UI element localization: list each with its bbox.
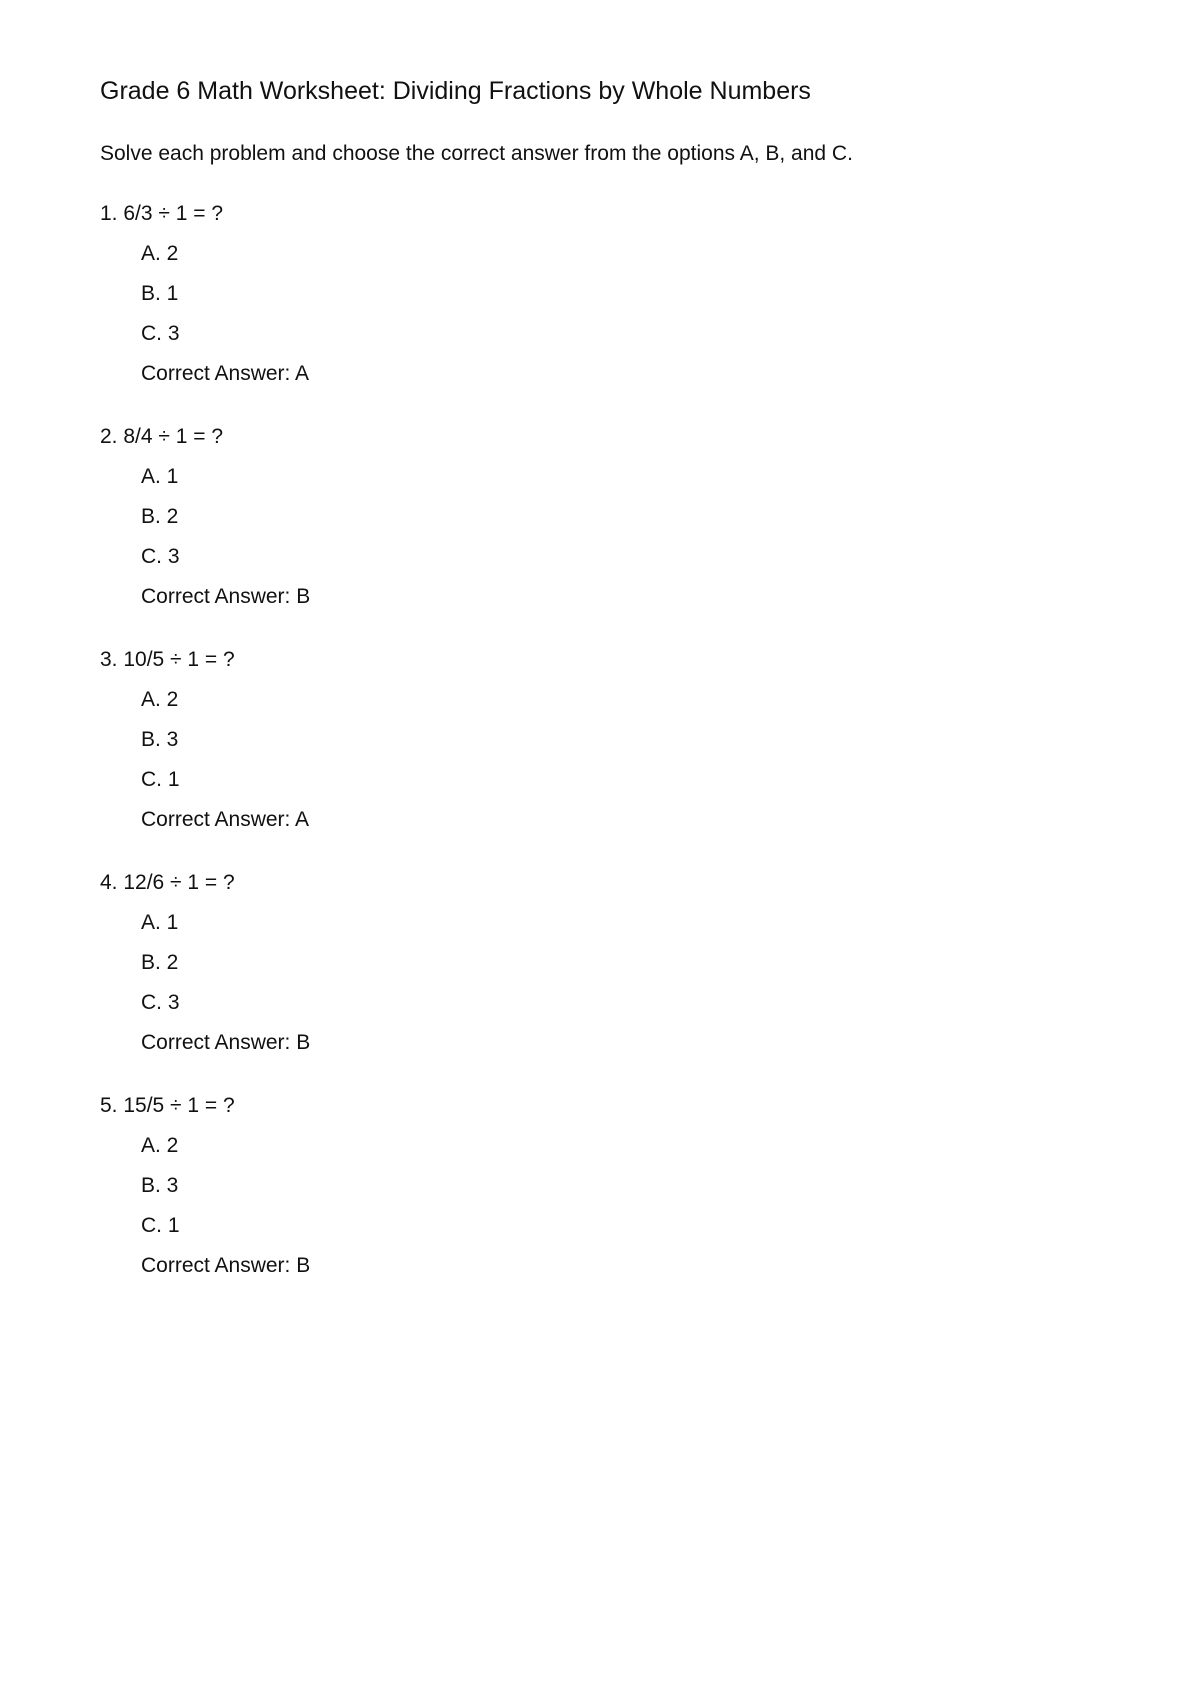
question-2 — [100, 424, 1100, 647]
option-c: C. 1 — [141, 768, 180, 791]
option-b: B. 3 — [141, 1174, 179, 1197]
option-a: A. 2 — [141, 242, 179, 265]
question-1 — [100, 201, 1100, 424]
question-5 — [100, 1093, 1100, 1316]
option-a: A. 1 — [141, 465, 179, 488]
option-c: C. 3 — [141, 545, 180, 568]
correct-answer: Correct Answer: B — [141, 1031, 311, 1054]
option-b: B. 1 — [141, 282, 179, 305]
instructions-text: Solve each problem and choose the correct answer from the options A, B, and C. — [100, 142, 853, 165]
correct-answer: Correct Answer: B — [141, 1254, 311, 1277]
question-prompt: 1. 6/3 ÷ 1 = ? — [100, 202, 224, 225]
question-prompt: 3. 10/5 ÷ 1 = ? — [100, 648, 235, 671]
question-list — [100, 201, 1100, 1316]
option-b: B. 2 — [141, 505, 179, 528]
option-a: A. 1 — [141, 911, 179, 934]
option-c: C. 3 — [141, 322, 180, 345]
option-a: A. 2 — [141, 688, 179, 711]
option-b: B. 3 — [141, 728, 179, 751]
question-3 — [100, 647, 1100, 870]
option-a: A. 2 — [141, 1134, 179, 1157]
page-title: Grade 6 Math Worksheet: Dividing Fractions by Whole Numbers — [100, 77, 811, 105]
correct-answer: Correct Answer: A — [141, 362, 310, 385]
question-4 — [100, 870, 1100, 1093]
question-prompt: 4. 12/6 ÷ 1 = ? — [100, 871, 235, 894]
option-c: C. 1 — [141, 1214, 180, 1237]
option-b: B. 2 — [141, 951, 179, 974]
correct-answer: Correct Answer: B — [141, 585, 311, 608]
question-prompt: 2. 8/4 ÷ 1 = ? — [100, 425, 224, 448]
question-prompt: 5. 15/5 ÷ 1 = ? — [100, 1094, 235, 1117]
correct-answer: Correct Answer: A — [141, 808, 310, 831]
option-c: C. 3 — [141, 991, 180, 1014]
